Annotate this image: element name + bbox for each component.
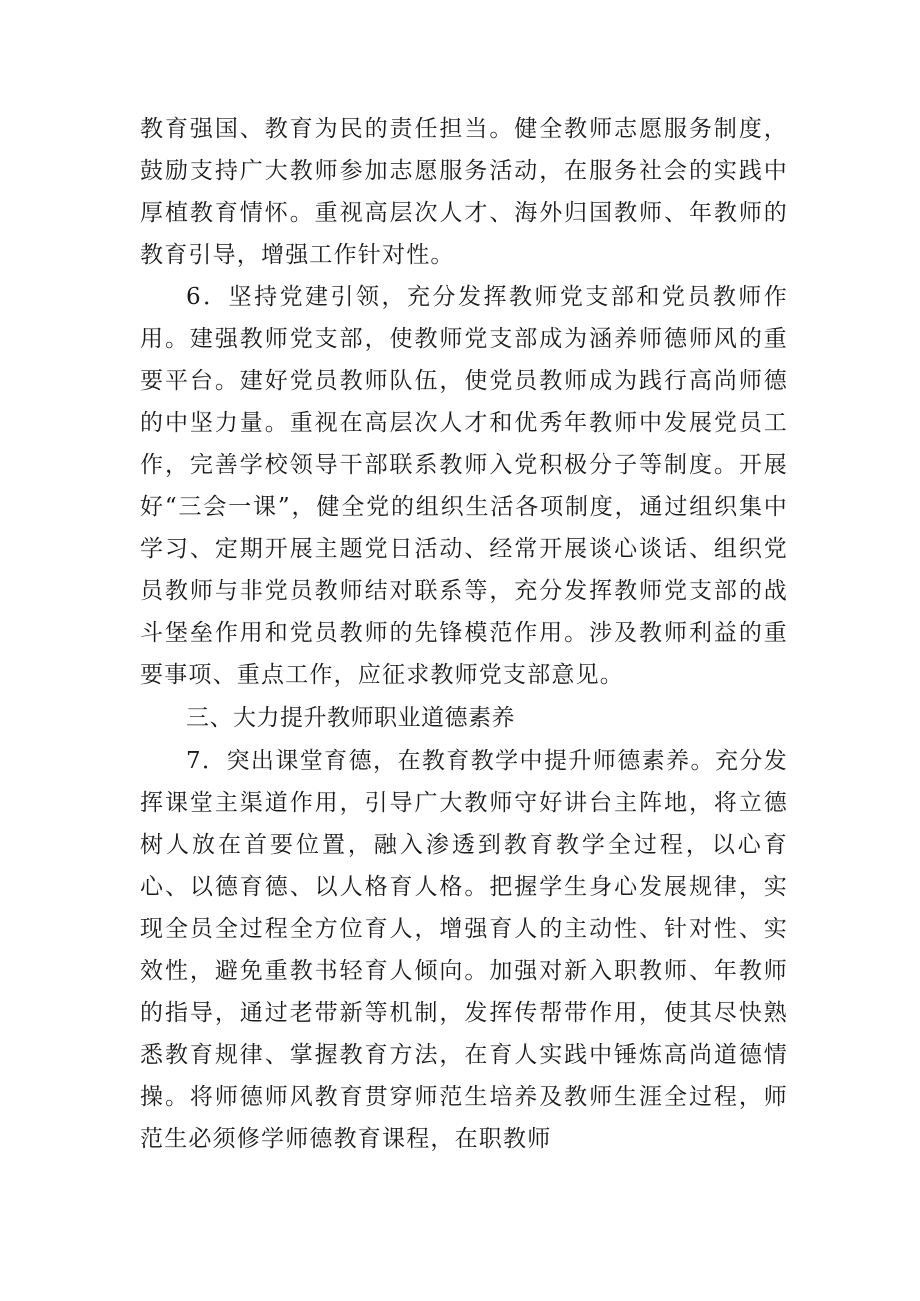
- paragraph-item-6: 6．坚持党建引领，充分发挥教师党支部和党员教师作用。建强教师党支部，使教师党支部成为涵养师德师风的重要平台。建好党员教师队伍，使党员教师成为践行高尚师德的中坚力量。重视在高层次人才和优秀年教师中发展党员工作，完善学校领导干部联系教师入党积极分子等制度。开展好“三会一课”，健全党的组织生活各项制度，通过组织集中学习、定期开展主题党日活动、经常开展谈心谈话、组织党员教师与非党员教师结对联系等，充分发挥教师党支部的战斗堡垒作用和党员教师的先锋模范作用。涉及教师利益的重要事项、重点工作，应征求教师党支部意见。: [140, 284, 788, 688]
- paragraph-continuation: 教育强国、教育为民的责任担当。健全教师志愿服务制度，鼓励支持广大教师参加志愿服务活动，在服务社会的实践中厚植教育情怀。重视高层次人才、海外归国教师、年教师的教育引导，增强工作针对性。: [140, 116, 788, 268]
- document-body: [140, 108, 788, 1160]
- paragraph-item-7: 7．突出课堂育德，在教育教学中提升师德素养。充分发挥课堂主渠道作用，引导广大教师守好讲台主阵地，将立德树人放在首要位置，融入渗透到教育教学全过程，以心育心、以德育德、以人格育人格。把握学生身心发展规律，实现全员全过程全方位育人，增强育人的主动性、针对性、实效性，避免重教书轻育人倾向。加强对新入职教师、年教师的指导，通过老带新等机制，发挥传帮带作用，使其尽快熟悉教育规律、掌握教育方法，在育人实践中锤炼高尚道德情操。将师德师风教育贯穿师范生培养及教师生涯全过程，师范生必须修学师德教育课程，在职教师: [140, 748, 788, 1152]
- section-heading: 三、大力提升教师职业道德素养: [186, 705, 515, 731]
